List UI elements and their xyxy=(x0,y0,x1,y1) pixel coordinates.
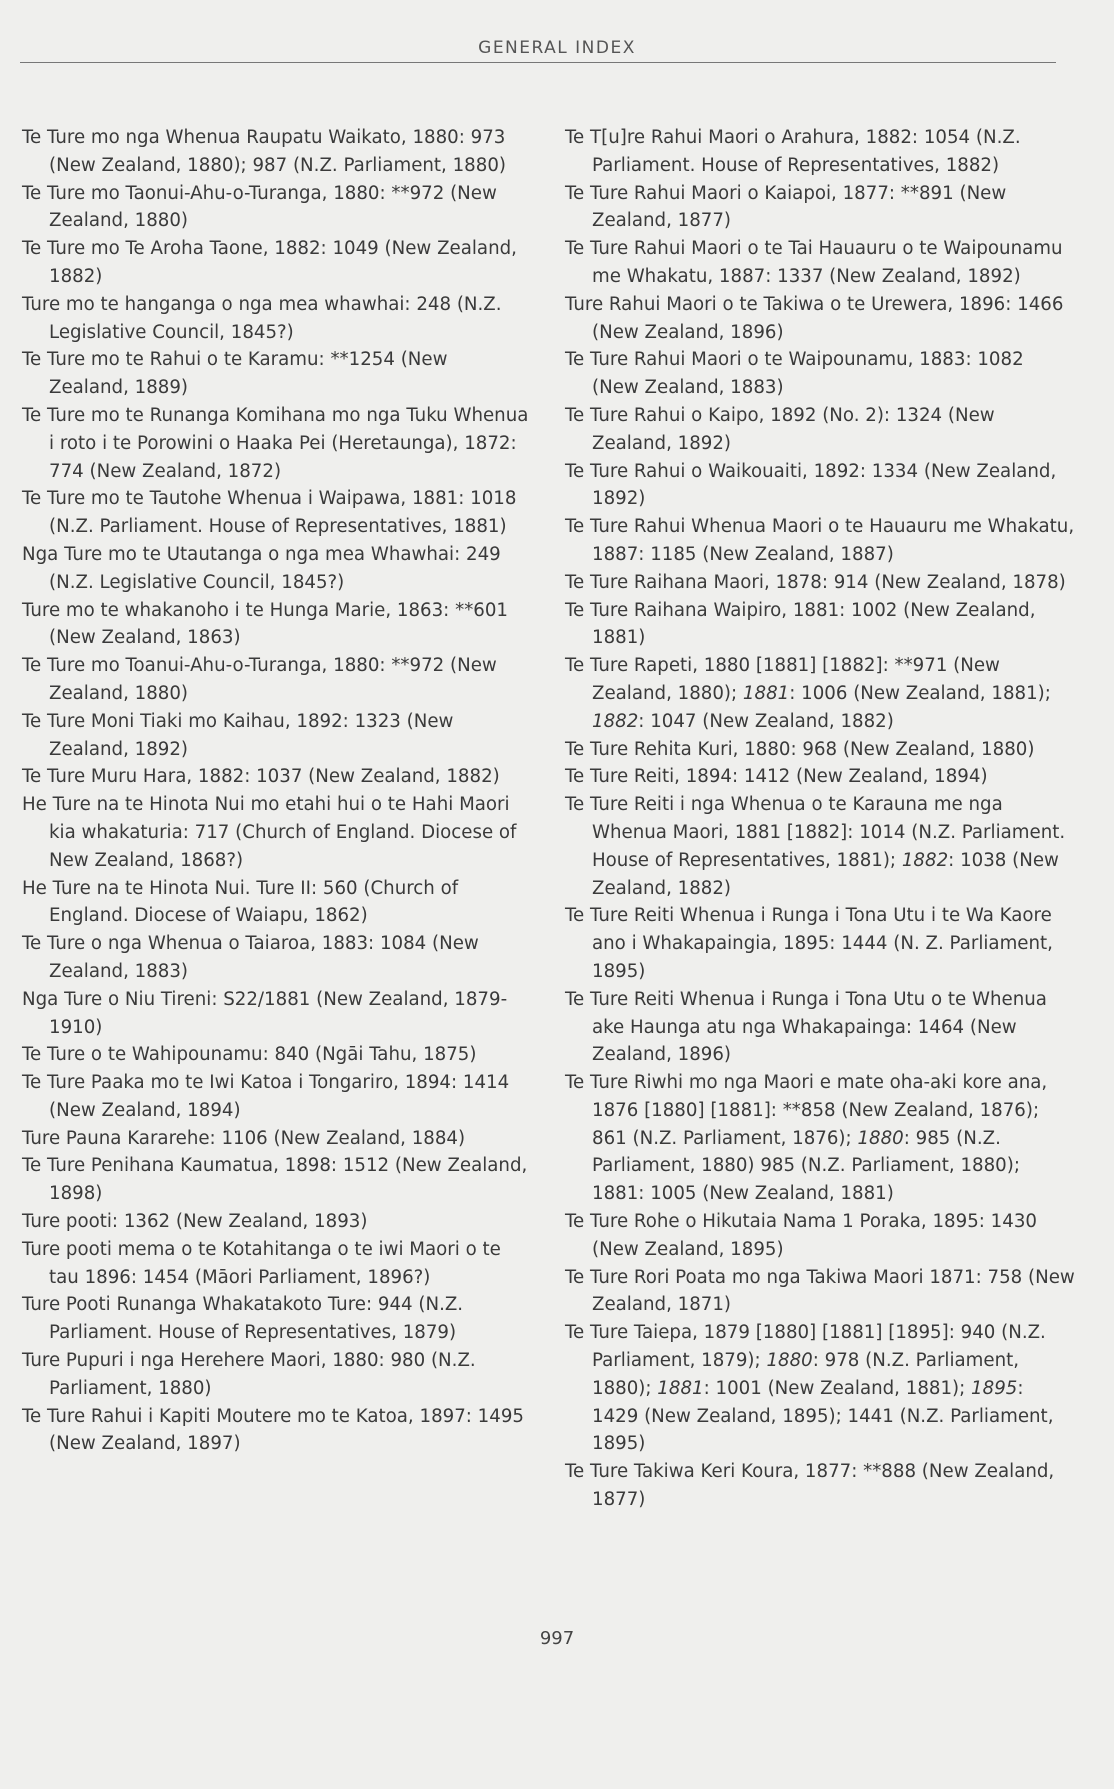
italic-year: 1882 xyxy=(592,710,639,732)
entry-text: Te Ture Rahui Maori o Kaiapoi, 1877: **891 (New Zealand, 1877) xyxy=(565,182,1007,232)
entry-text: Te Ture Rahui o Kaipo, 1892 (No. 2): 1324 (New Zealand, 1892) xyxy=(565,404,995,454)
index-entry: Ture Pooti Runanga Whakatakoto Ture: 944 (N.Z. Parliament. House of Representatives, 1879) xyxy=(22,1294,464,1344)
index-entry: Ture mo te hanganga o nga mea whawhai: 248 (N.Z. Legislative Council, 1845?) xyxy=(22,293,502,343)
left-column xyxy=(22,124,532,1458)
index-entry xyxy=(565,1208,1075,1264)
index-entry: Te Ture Rahui i Kapiti Moutere mo te Katoa, 1897: 1495 (New Zealand, 1897) xyxy=(22,1405,524,1455)
index-entry xyxy=(565,1069,1075,1208)
index-entry: Ture pooti mema o te Kotahitanga o te iwi Maori o te tau 1896: 1454 (Māori Parliament, 1896?) xyxy=(22,1238,501,1288)
entry-text: Te Ture Rohe o Hikutaia Nama 1 Poraka, 1895: 1430 (New Zealand, 1895) xyxy=(565,1211,1037,1260)
index-entry: Nga Ture mo te Utautanga o nga mea Whawhai: 249 (N.Z. Legislative Council, 1845?) xyxy=(22,543,501,593)
index-entry xyxy=(565,652,1075,735)
entry-text: : 985 (N.Z. Parliament, 1880) 985 (N.Z. Parliament, 1880); 1881: 1005 (New Zealand, 1881) xyxy=(592,1127,1020,1205)
italic-year: 1880 xyxy=(857,1127,904,1149)
italic-year: 1882 xyxy=(901,849,949,871)
index-entry: Te Ture mo te Runanga Komihana mo nga Tuku Whenua i roto i te Porowini o Haaka Pei (Heretaunga), 1872: 774 (New Zealand, 1872) xyxy=(22,404,529,482)
index-entry xyxy=(565,597,1075,653)
entry-text: : 1429 (New Zealand, 1895); 1441 (N.Z. Parliament, 1895) xyxy=(592,1377,1054,1455)
index-entry xyxy=(565,124,1075,180)
running-header: GENERAL INDEX xyxy=(478,38,636,58)
entry-text: : 1038 (New Zealand, 1882) xyxy=(592,849,1059,899)
index-entry: Ture Pauna Kararehe: 1106 (New Zealand, 1884) xyxy=(22,1127,466,1149)
entry-text: Te Ture Rahui Maori o te Tai Hauauru o te Waipounamu me Whakatu, 1887: 1337 (New Zealand, 1892) xyxy=(565,238,1063,287)
entry-text: Te Ture Rahui Maori o te Waipounamu, 1883: 1082 (New Zealand, 1883) xyxy=(565,349,1024,399)
entry-text: Te Ture Rori Poata mo nga Takiwa Maori 1871: 758 (New Zealand, 1871) xyxy=(565,1266,1075,1316)
italic-year: 1880 xyxy=(766,1350,813,1372)
index-entry: Te Ture o nga Whenua o Taiaroa, 1883: 1084 (New Zealand, 1883) xyxy=(22,933,479,982)
entry-text: : 978 (N.Z. Parliament, 1880); xyxy=(592,1350,1020,1399)
index-entry xyxy=(565,1264,1075,1320)
entry-text: : 1001 (New Zealand, 1881); xyxy=(703,1377,972,1399)
entry-text: Te Ture Rahui Whenua Maori o te Hauauru me Whakatu, 1887: 1185 (New Zealand, 1887) xyxy=(565,516,1075,565)
index-entry: He Ture na te Hinota Nui mo etahi hui o te Hahi Maori kia whakaturia: 717 (Church of England. Diocese of New Zealand, 1868?) xyxy=(22,794,517,871)
entry-text: Te Ture Reiti Whenua i Runga i Tona Utu i te Wa Kaore ano i Whakapaingia, 1895: 1444 (N. Z. Parliament, 1895) xyxy=(565,905,1053,982)
index-entry xyxy=(565,902,1075,985)
index-entry xyxy=(565,291,1075,347)
index-entry: Te Ture Moni Tiaki mo Kaihau, 1892: 1323 (New Zealand, 1892) xyxy=(22,710,454,760)
header-rule xyxy=(20,62,1056,63)
entry-text: Te Ture Taiepa, 1879 [1880] [1881] [1895]: 940 (N.Z. Parliament, 1879); xyxy=(565,1322,1046,1372)
index-entry xyxy=(565,1458,1075,1514)
index-entry: Nga Ture o Niu Tireni: S22/1881 (New Zealand, 1879-1910) xyxy=(22,988,508,1038)
index-entry xyxy=(565,346,1075,402)
index-entry xyxy=(565,569,1075,597)
index-entry: Te Ture mo Te Aroha Taone, 1882: 1049 (New Zealand, 1882) xyxy=(22,238,517,287)
index-entry: Te Ture o te Wahipounamu: 840 (Ngāi Tahu, 1875) xyxy=(22,1044,477,1066)
index-entry: Ture Pupuri i nga Herehere Maori, 1880: 980 (N.Z. Parliament, 1880) xyxy=(22,1350,476,1399)
index-entry xyxy=(565,791,1075,902)
index-entry: Te Ture Penihana Kaumatua, 1898: 1512 (New Zealand, 1898) xyxy=(22,1155,528,1205)
entry-text: Te Ture Raihana Maori, 1878: 914 (New Zealand, 1878) xyxy=(565,571,1066,593)
index-entry: Te Ture mo te Rahui o te Karamu: **1254 (New Zealand, 1889) xyxy=(22,349,448,399)
entry-text: Te T[u]re Rahui Maori o Arahura, 1882: 1054 (N.Z. Parliament. House of Representatives, 1882) xyxy=(565,127,1021,176)
index-entry: Te Ture mo Taonui-Ahu-o-Turanga, 1880: **972 (New Zealand, 1880) xyxy=(22,182,497,232)
index-entry xyxy=(565,402,1075,458)
index-entry xyxy=(565,458,1075,514)
entry-text: Te Ture Takiwa Keri Koura, 1877: **888 (New Zealand, 1877) xyxy=(565,1461,1055,1511)
index-entry: Te Ture mo nga Whenua Raupatu Waikato, 1880: 973 (New Zealand, 1880); 987 (N.Z. Parliament, 1880) xyxy=(22,127,506,176)
entry-text: : 1006 (New Zealand, 1881); xyxy=(789,682,1051,704)
entry-text: Te Ture Rehita Kuri, 1880: 968 (New Zealand, 1880) xyxy=(565,738,1035,760)
entry-text: Te Ture Rapeti, 1880 [1881] [1882]: **971 (New Zealand, 1880); xyxy=(565,655,1000,704)
italic-year: 1881 xyxy=(657,1377,704,1399)
index-entry: Te Ture mo Toanui-Ahu-o-Turanga, 1880: **972 (New Zealand, 1880) xyxy=(22,655,497,704)
index-entry xyxy=(565,736,1075,764)
right-column xyxy=(565,124,1075,1514)
index-entry: Ture pooti: 1362 (New Zealand, 1893) xyxy=(22,1211,368,1233)
index-entry xyxy=(565,763,1075,791)
index-entry: Ture mo te whakanoho i te Hunga Marie, 1863: **601 (New Zealand, 1863) xyxy=(22,599,508,649)
index-entry xyxy=(565,986,1075,1069)
index-entry xyxy=(565,235,1075,291)
page-number: 997 xyxy=(539,1628,575,1649)
entry-text: Te Ture Reiti i nga Whenua o te Karauna me nga Whenua Maori, 1881 [1882]: 1014 (N.Z. Parliament. House of Representatives, 1881); xyxy=(565,794,1066,871)
entry-text: Te Ture Raihana Waipiro, 1881: 1002 (New Zealand, 1881) xyxy=(565,599,1036,649)
italic-year: 1895 xyxy=(971,1377,1018,1399)
italic-year: 1881 xyxy=(742,682,790,704)
index-entry: Te Ture Muru Hara, 1882: 1037 (New Zealand, 1882) xyxy=(22,766,500,788)
index-entry xyxy=(565,180,1075,236)
entry-text: Ture Rahui Maori o te Takiwa o te Urewera, 1896: 1466 (New Zealand, 1896) xyxy=(565,293,1064,343)
entry-text: Te Ture Riwhi mo nga Maori e mate oha-aki kore ana, 1876 [1880] [1881]: **858 (New Zealand, 1876); 861 (N.Z. Parliament, 1876); xyxy=(565,1072,1048,1149)
entry-text: Te Ture Reiti, 1894: 1412 (New Zealand, 1894) xyxy=(565,766,988,788)
index-entry xyxy=(565,1319,1075,1458)
index-entry: Te Ture mo te Tautohe Whenua i Waipawa, 1881: 1018 (N.Z. Parliament. House of Representatives, 1881) xyxy=(22,488,517,538)
entry-text: Te Ture Rahui o Waikouaiti, 1892: 1334 (New Zealand, 1892) xyxy=(565,460,1057,510)
entry-text: : 1047 (New Zealand, 1882) xyxy=(638,710,894,732)
index-entry: He Ture na te Hinota Nui. Ture II: 560 (Church of England. Diocese of Waiapu, 1862) xyxy=(22,877,459,927)
index-entry: Te Ture Paaka mo te Iwi Katoa i Tongariro, 1894: 1414 (New Zealand, 1894) xyxy=(22,1072,510,1121)
index-entry xyxy=(565,513,1075,569)
entry-text: Te Ture Reiti Whenua i Runga i Tona Utu o te Whenua ake Haunga atu nga Whakapainga: 1464 (New Zealand, 1896) xyxy=(565,988,1047,1066)
